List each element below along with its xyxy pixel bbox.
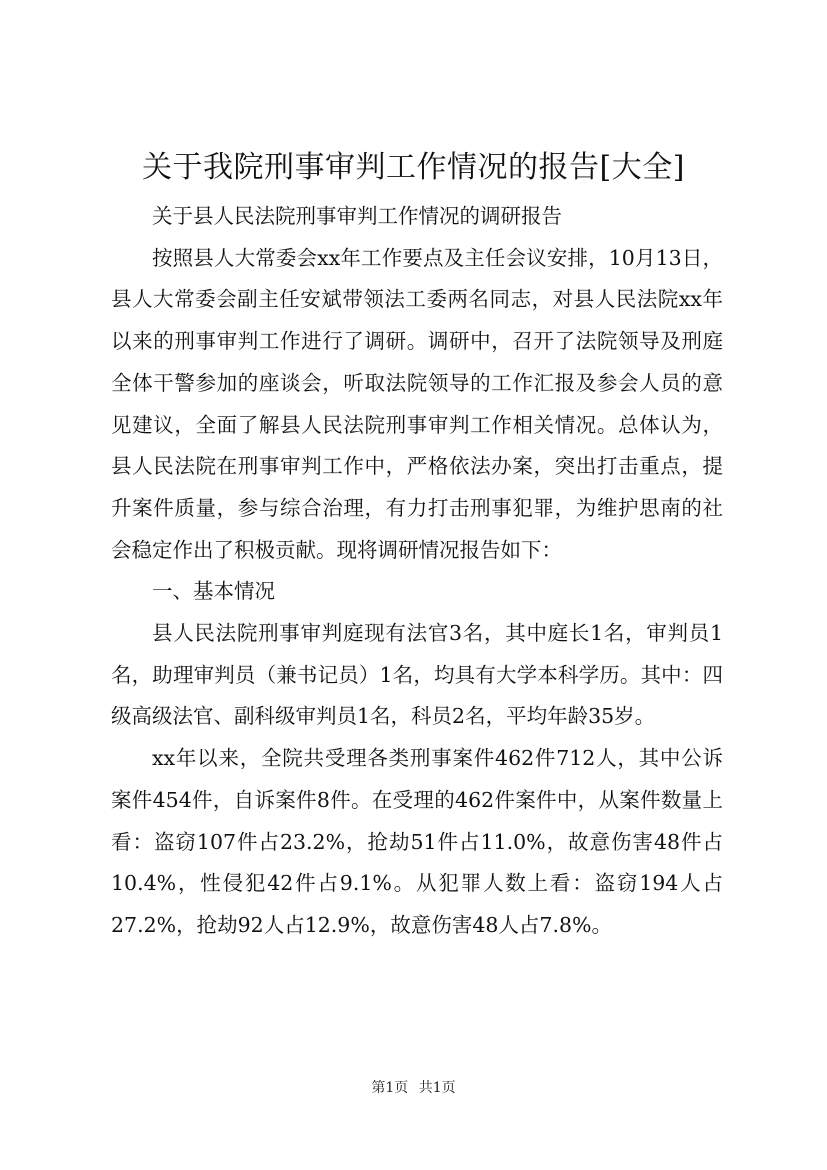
document-title: 关于我院刑事审判工作情况的报告[大全] <box>142 150 685 185</box>
case-statistics-paragraph: xx年以来，全院共受理各类刑事案件462件712人，其中公诉案件454件，自诉案件8件。在受理的462件案件中，从案件数量上看：盗窃107件占23.2%，抢劫51件占11.0%，故意伤害48件占10.4%，性侵犯42件占9.1%。从犯罪人数上看：盗窃194人占27.2%，抢劫92人占12.9%，故意伤害48人占7.8%。 <box>111 746 723 937</box>
intro-paragraph: 按照县人大常委会xx年工作要点及主任会议安排，10月13日，县人大常委会副主任安斌带领法工委两名同志，对县人民法院xx年以来的刑事审判工作进行了调研。调研中，召开了法院领导及刑庭全体干警参加的座谈会，听取法院领导的工作汇报及参会人员的意见建议，全面了解县人民法院刑事审判工作相关情况。总体认为，县人民法院在刑事审判工作中，严格依法办案，突出打击重点，提升案件质量，参与综合治理，有力打击刑事犯罪，为维护思南的社会稳定作出了积极贡献。现将调研情况报告如下： <box>111 245 723 562</box>
subtitle-paragraph: 关于县人民法院刑事审判工作情况的调研报告 <box>152 204 562 228</box>
page-number: 第1页 <box>371 1080 409 1096</box>
total-pages: 共1页 <box>418 1080 456 1096</box>
document-body <box>111 196 723 947</box>
page-footer <box>0 1078 827 1098</box>
staff-paragraph: 县人民法院刑事审判庭现有法官3名，其中庭长1名，审判员1名，助理审判员（兼书记员）1名，均具有大学本科学历。其中：四级高级法官、副科级审判员1名，科员2名，平均年龄35岁。 <box>111 621 723 729</box>
section-heading: 一、基本情况 <box>152 579 275 604</box>
